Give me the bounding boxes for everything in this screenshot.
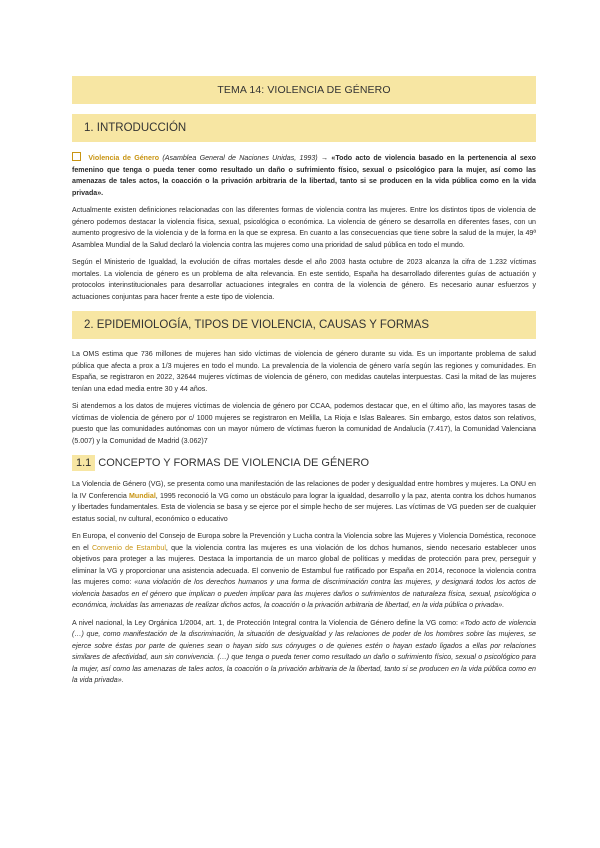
text-run: En Europa, el convenio del Consejo de Europa sobre la Prevención y Lucha contra la Violencia sobre las Mujeres y Violencia Doméstica, reconoce en el bbox=[72, 532, 536, 552]
body-paragraph: Si atendemos a los datos de mujeres víctimas de violencia de género por CCAA, podemos destacar que, en el último año, las mayores tasas de víctimas de violencia de género por c/ 1000 mujeres se registraron en Melilla, La Rioja e Islas Baleares. Sin embargo, estos datos son relativos, puesto que las comunidades autónomas con un mayor número de víctimas fueron la comunidad de Andalucía (7.417), la Comunidad Valenciana (5.007) y la Comunidad de Madrid (3.062)7 bbox=[72, 402, 536, 445]
section-heading-introduccion bbox=[72, 114, 536, 142]
highlight-mundial: Mundial bbox=[129, 491, 156, 500]
definition-paragraph bbox=[72, 152, 536, 199]
arrow-icon: → bbox=[320, 154, 329, 162]
document-title: TEMA 14: VIOLENCIA DE GÉNERO bbox=[217, 84, 391, 96]
term-source: (Asamblea General de Naciones Unidas, 1993) bbox=[162, 154, 318, 162]
subsection-heading bbox=[72, 453, 536, 473]
text-run: , 1995 reconoció la VG como un obstáculo para lograr la igualdad, desarrollo y la paz, atenta contra los dchos humanos y libertades fundamentales. Esta de violencia se basa y se ejerce por el simple hecho de ser mujeres. Las víctimas de VG pueden ser de cualquier estatus social, nv cultural, económico o educativo bbox=[72, 491, 536, 523]
square-outline-icon bbox=[72, 152, 81, 161]
subsection-number: 1.1 bbox=[72, 455, 95, 471]
section-title: 2. EPIDEMIOLOGÍA, TIPOS DE VIOLENCIA, CAUSAS Y FORMAS bbox=[84, 319, 430, 331]
body-paragraph: La OMS estima que 736 millones de mujeres han sido víctimas de violencia de género durante su vida. Es un importante problema de salud pública que afecta a prox a 1/3 mujeres en todo el mundo. La prevalencia de la violencia de género varía según las regiones y comunidades. En España, se registraron en 2022, 32644 mujeres víctimas de violencia de género, con medidas cautelas interpuestas. Casi la mitad de las mujeres tenían una edad media entre 30 y 44 años. bbox=[72, 350, 536, 393]
text-run: A nivel nacional, la Ley Orgánica 1/2004, art. 1, de Protección Integral contra la Violencia de Género define la VG como: bbox=[72, 618, 461, 627]
term-definition: «Todo acto de violencia basado en la pertenencia al sexo femenino que tenga o pueda tener como resultado un daño o sufrimiento físico, sexual o psicológico para la mujer, así como las amenazas de tales actos, la coacción o la privación arbitraria de la libertad, tanto si se producen en la vida pública como en la vida privada». bbox=[72, 154, 536, 197]
document-title-bar bbox=[72, 76, 536, 104]
quoted-definition: «Todo acto de violencia (…) que, como manifestación de la discriminación, la situación de desigualdad y las relaciones de poder de los hombres sobre las mujeres, se ejerce sobre éstas por parte de quienes sean o hayan sido sus cónyuges o de quienes estén o hayan estado ligados a ellas por relaciones similares de afectividad, aun sin convivencia. (…) que tenga o pueda tener como resultado un daño o sufrimiento físico, sexual o psicológico para la mujer, así como las amenazas de tales actos, la coacción o la privación arbitraria de la libertad, tanto si se producen en la vida pública como en la vida privada». bbox=[72, 618, 536, 684]
term-highlight: Violencia de Género bbox=[88, 154, 160, 162]
quoted-definition: «una violación de los derechos humanos y una forma de discriminación contra las mujeres, y designará todos los actos de violencia basados en el género que implican o pueden implicar para las mujeres daños o sufrimientos de naturaleza física, sexual, psicológica o económica, incluidas las amenazas de realizar dichos actos, la coacción o la privación arbitraria de libertad, en la vida pública o privada». bbox=[72, 578, 536, 609]
subsection-title: CONCEPTO Y FORMAS DE VIOLENCIA DE GÉNERO bbox=[98, 457, 370, 469]
body-paragraph bbox=[72, 479, 536, 525]
body-paragraph bbox=[72, 618, 536, 687]
body-paragraph: Según el Ministerio de Igualdad, la evolución de cifras mortales desde el año 2003 hasta octubre de 2023 alcanza la cifra de 1.232 víctimas mortales. La violencia de género es un problema de alta relevancia. En este sentido, España ha desarrollado diferentes guías de actuación y protocolos interinstitucionales para desarrollar actuaciones integrales en contra de la violencia de género. Es necesario aunar esfuerzos y actuaciones conjuntas para hacer frente a este tipo de violencia. bbox=[72, 258, 536, 301]
section-heading-epidemiologia bbox=[72, 311, 536, 339]
section-title: 1. INTRODUCCIÓN bbox=[84, 122, 187, 134]
body-paragraph bbox=[72, 531, 536, 612]
body-paragraph: Actualmente existen definiciones relacionadas con las diferentes formas de violencia contra las mujeres. Entre los distintos tipos de violencia de género podemos destacar la violencia física, sexual, psicológica o económica. La violencia de género se desarrolla en diferentes fases, con un aumento progresivo de la violencia y de la forma en la que se expresa. En cuanto a las consecuencias que tiene sobre la salud de la mujer, la 49ª Asamblea Mundial de la Salud declaró la violencia contra las mujeres como una prioridad de salud pública en todo el mundo. bbox=[72, 206, 536, 249]
highlight-convenio-estambul: Convenio de Estambul bbox=[91, 543, 166, 552]
text-run: , que la violencia contra las mujeres es una violación de los dchos humanos, siendo necesario establecer unos objetivos para proteger a las mujeres. Destaca la importancia de un marco global de políticas y medidas de protección para prev, perseguir y eliminar la VG y proporcionar una asistencia adecuada. El convenio de Estambul fue ratificado por España en 2014, reconoce la violencia contra las mujeres como: bbox=[72, 543, 536, 586]
text-run: La Violencia de Género (VG), se presenta como una manifestación de las relaciones de poder y desigualdad entre hombres y mujeres. La ONU en la IV Conferencia bbox=[72, 480, 536, 500]
